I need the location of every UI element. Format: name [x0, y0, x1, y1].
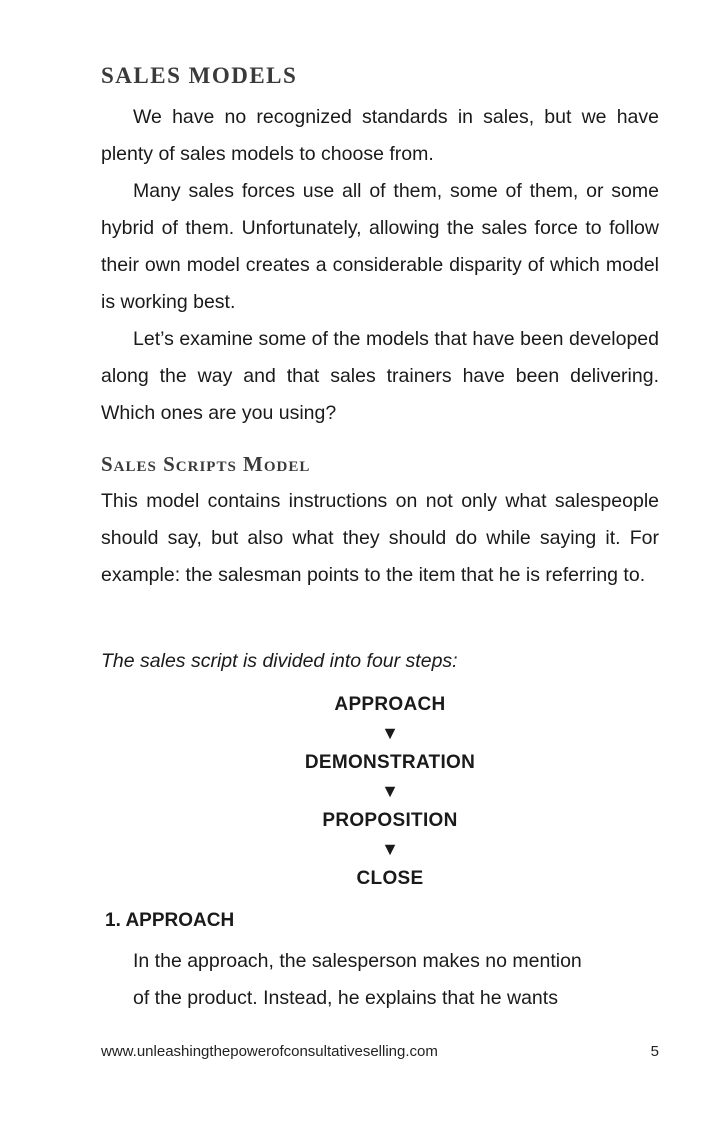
footer-url: www.unleashingthepowerofconsultativeselling.com	[101, 1043, 438, 1060]
body-paragraph: Let’s examine some of the models that have been developed along the way and that sales trainers have been delivering. Which ones are you using?	[101, 328, 659, 424]
down-arrow-icon: ▼	[381, 723, 399, 743]
flow-step-demonstration: DEMONSTRATION	[304, 752, 476, 773]
down-arrow-icon: ▼	[381, 781, 399, 801]
flow-step-proposition: PROPOSITION	[322, 810, 458, 831]
flow-step-close: CLOSE	[356, 868, 424, 889]
subsection-paragraph: This model contains instructions on not only what salespeople should say, but also what they should do while saying it. For example: the salesman points to the item that he is referring to.	[101, 490, 659, 586]
body-paragraph: Many sales forces use all of them, some of them, or some hybrid of them. Unfortunately, allowing the sales force to follow their own model creates a considerable disparity of which model is working best.	[101, 180, 659, 313]
numbered-item-heading	[105, 906, 234, 936]
steps-intro: The sales script is divided into four steps:	[101, 650, 458, 672]
down-arrow-icon: ▼	[381, 839, 399, 859]
subsection-heading: Sales Scripts Model	[101, 452, 311, 476]
intro-paragraph: We have no recognized standards in sales, but we have plenty of sales models to choose from.	[101, 106, 659, 165]
numbered-item-body	[133, 943, 673, 1017]
item-number: 1.	[105, 910, 121, 931]
page-number: 5	[650, 1043, 659, 1060]
body-line: In the approach, the salesperson makes no mention	[133, 950, 582, 972]
item-title: APPROACH	[125, 910, 235, 931]
flow-step-approach: APPROACH	[334, 694, 446, 715]
document-page	[101, 0, 659, 1125]
section-heading: SALES MODELS	[101, 63, 298, 88]
steps-flow-diagram	[101, 690, 659, 893]
body-line: of the product. Instead, he explains that he wants	[133, 987, 558, 1009]
